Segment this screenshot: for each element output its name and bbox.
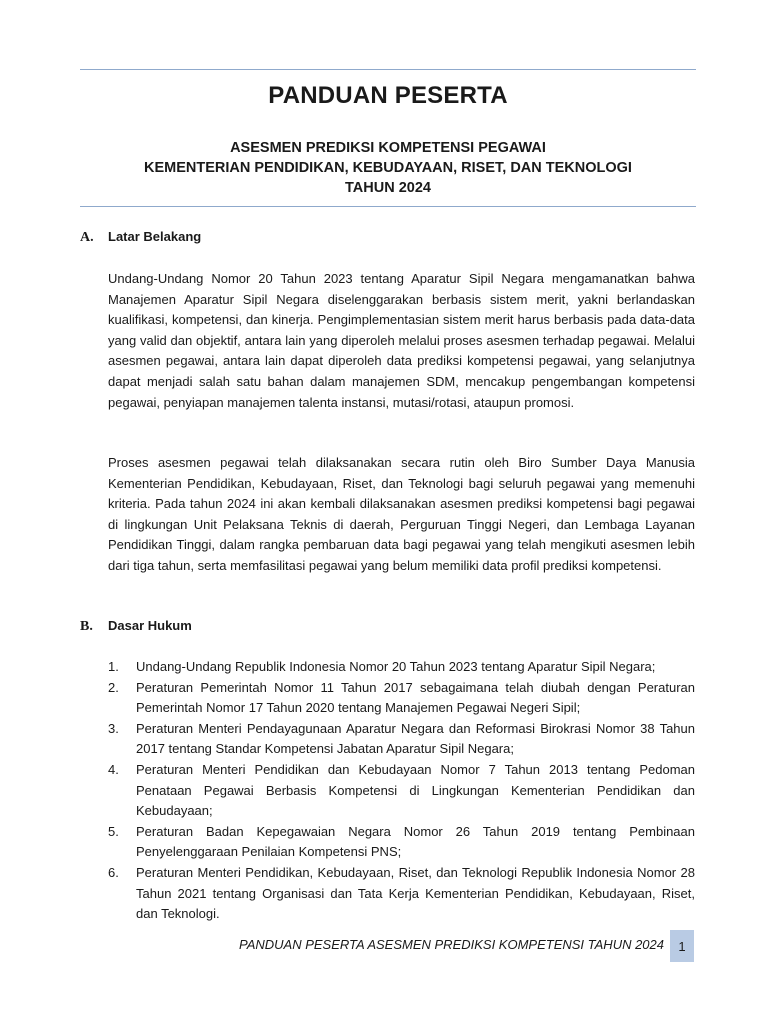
page-subtitle [80,138,696,198]
list-item-text: Peraturan Badan Kepegawaian Negara Nomor 26 Tahun 2019 tentang Pembinaan Penyelenggaraan Penilaian Kompetensi PNS; [136,823,695,860]
list-item-text: Undang-Undang Republik Indonesia Nomor 20 Tahun 2023 tentang Aparatur Sipil Negara; [136,659,656,674]
section-a-paragraph-2: Proses asesmen pegawai telah dilaksanakan secara rutin oleh Biro Sumber Daya Manusia Kementerian Pendidikan, Kebudayaan, Riset, dan Teknologi bagi seluruh pegawai yang memenuhi kriteria. Pada tahun 2024 ini akan kembali dilaksanakan asesmen prediksi kompetensi bagi pegawai di lingkungan Unit Pelaksana Teknis di daerah, Perguruan Tinggi Negeri, dan Lembaga Layanan Pendidikan Tinggi, dalam rangka pembaruan data bagi pegawai yang telah mengikuti asesmen lebih dari tiga tahun, serta memfasilitasi pegawai yang belum memiliki data profil prediksi kompetensi. [108,455,695,573]
list-item-number: 6. [108,864,119,880]
section-a-heading [80,229,201,246]
section-a-paragraph-1: Undang-Undang Nomor 20 Tahun 2023 tentang Aparatur Sipil Negara mengamanatkan bahwa Manajemen Aparatur Sipil Negara diselenggarakan berbasis sistem merit, yakni berlandaskan kualifikasi, kompetensi, dan kinerja. Pengimplementasian sistem merit harus berbasis pada data-data yang valid dan objektif, antara lain yang diperoleh melalui proses asesmen terhadap pegawai. Melalui asesmen pegawai, antara lain dapat diperoleh data prediksi kompetensi pegawai, yang selanjutnya dapat menjadi salah satu bahan dalam manajemen SDM, mencakup pengembangan kompetensi pegawai, penyiapan manajemen talenta instansi, mutasi/rotasi, ataupun promosi. [108,271,695,410]
list-item-number: 5. [108,823,119,839]
section-a-letter: A. [80,230,94,245]
header-top-rule [80,69,696,70]
page-title: PANDUAN PESERTA [268,82,508,109]
subtitle-line: TAHUN 2024 [345,180,431,196]
list-item-number: 2. [108,679,119,695]
legal-basis-list [108,657,695,925]
list-item-text: Peraturan Menteri Pendidikan, Kebudayaan, Riset, dan Teknologi Republik Indonesia Nomor 28 Tahun 2021 tentang Organisasi dan Tata Kerja Kementerian Pendidikan, Kebudayaan, Riset, dan Teknologi. [136,864,695,922]
list-item [108,678,695,719]
subtitle-line: ASESMEN PREDIKSI KOMPETENSI PEGAWAI [230,140,546,156]
header-bottom-rule [80,206,696,207]
section-b-title: Dasar Hukum [108,618,192,633]
list-item [108,822,695,863]
list-item-text: Peraturan Menteri Pendidikan dan Kebudayaan Nomor 7 Tahun 2013 tentang Pedoman Penataan Pegawai Berbasis Kompetensi di Lingkungan Kementerian Pendidikan dan Kebudayaan; [136,761,695,819]
list-item-number: 1. [108,659,119,674]
list-item [108,719,695,760]
section-b-heading [80,618,192,635]
section-b-letter: B. [80,619,93,634]
list-item [108,760,695,822]
list-item-number: 4. [108,761,119,777]
list-item-text: Peraturan Menteri Pendayagunaan Aparatur Negara dan Reformasi Birokrasi Nomor 38 Tahun 2017 tentang Standar Kompetensi Jabatan Aparatur Sipil Negara; [136,720,695,757]
page-number: 1 [670,930,694,962]
list-item [108,863,695,925]
list-item-text: Peraturan Pemerintah Nomor 11 Tahun 2017 sebagaimana telah diubah dengan Peraturan Pemerintah Nomor 17 Tahun 2020 tentang Manajemen Pegawai Negeri Sipil; [136,679,695,716]
list-item-number: 3. [108,720,119,736]
section-a-title: Latar Belakang [108,229,202,244]
list-item [108,657,695,678]
subtitle-line: KEMENTERIAN PENDIDIKAN, KEBUDAYAAN, RISET, DAN TEKNOLOGI [144,160,632,176]
footer-text: PANDUAN PESERTA ASESMEN PREDIKSI KOMPETENSI TAHUN 2024 [238,937,664,952]
